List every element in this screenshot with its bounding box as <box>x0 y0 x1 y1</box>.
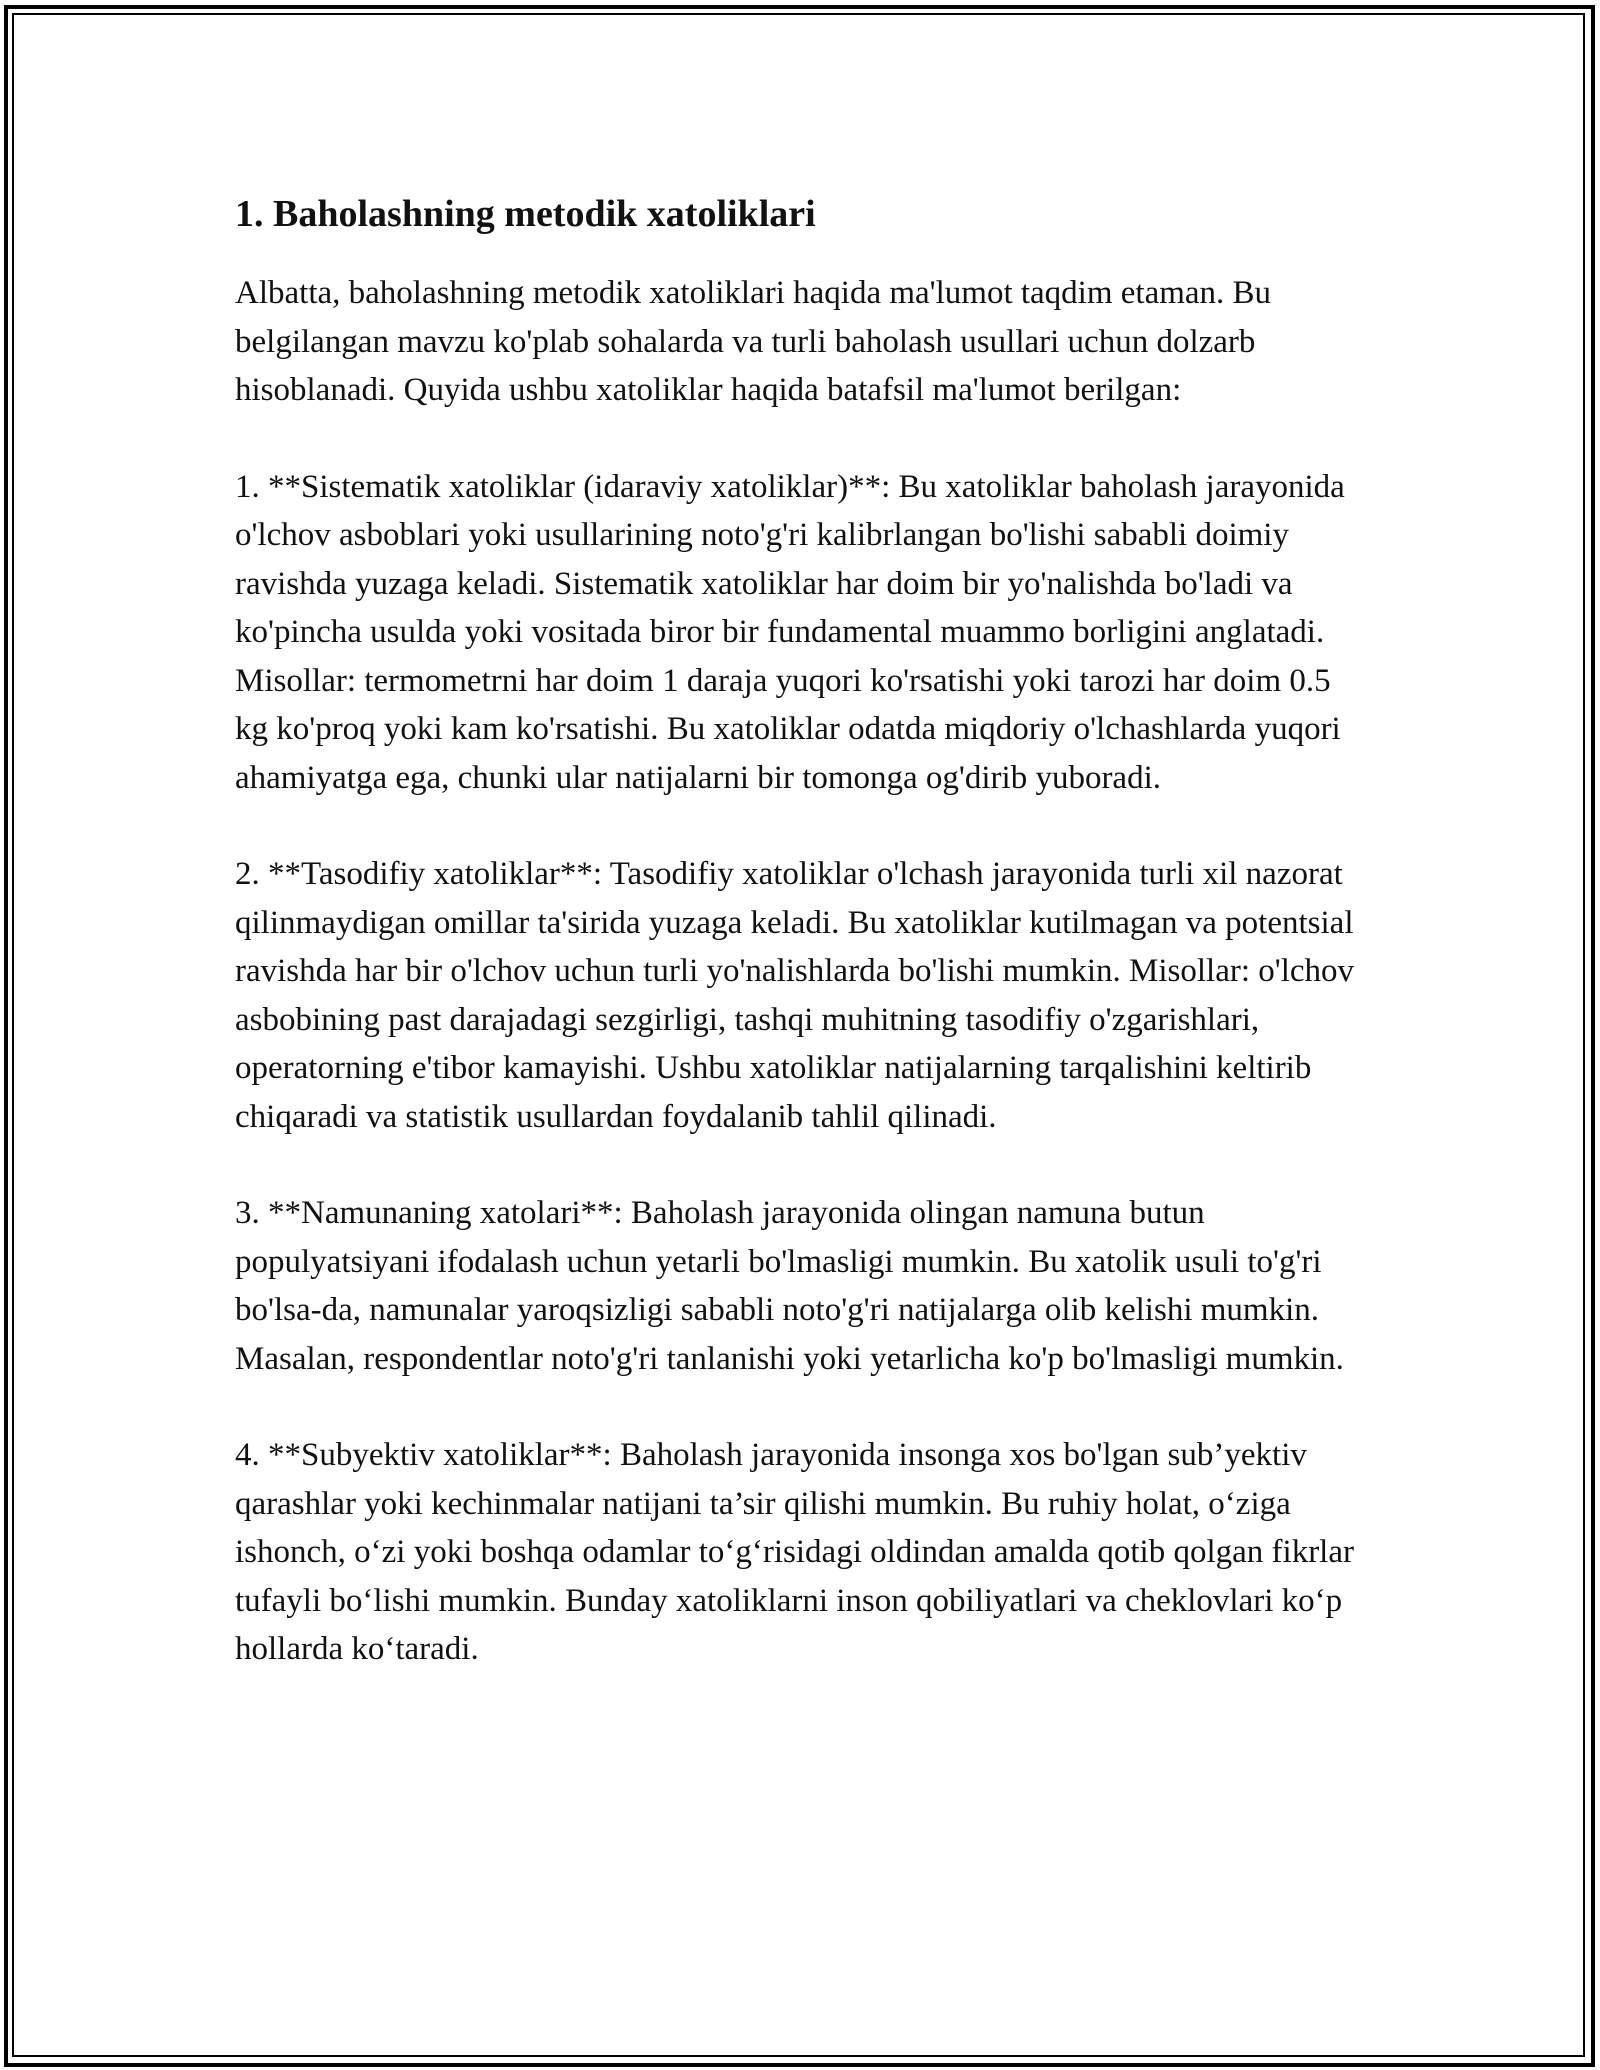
intro-paragraph: Albatta, baholashning metodik xatoliklari haqida ma'lumot taqdim etaman. Bu belgilangan mavzu ko'plab sohalarda va turli baholash usullari uchun dolzarb hisoblanadi. Quyida ushbu xatoliklar haqida batafsil ma'lumot berilgan: <box>235 275 1272 408</box>
paragraph-subjective-errors: 4. **Subyektiv xatoliklar**: Baholash jarayonida insonga xos bo'lgan sub’yektiv qarashlar yoki kechinmalar natijani ta’sir qilishi mumkin. Bu ruhiy holat, o‘ziga ishonch, o‘zi yoki boshqa odamlar to‘g‘risidagi oldindan amalda qotib qolgan fikrlar tufayli bo‘lishi mumkin. Bunday xatoliklarni inson qobiliyatlari va cheklovlari ko‘p hollarda ko‘taradi. <box>235 1437 1354 1667</box>
document-title: 1. Baholashning metodik xatoliklari <box>235 193 816 235</box>
paragraph-sampling-errors: 3. **Namunaning xatolari**: Baholash jarayonida olingan namuna butun populyatsiyani ifodalash uchun yetarli bo'lmasligi mumkin. Bu xatolik usuli to'g'ri bo'lsa-da, namunalar yaroqsizligi sababli noto'g'ri natijalarga olib kelishi mumkin. Masalan, respondentlar noto'g'ri tanlanishi yoki yetarlicha ko'p bo'lmasligi mumkin. <box>235 1195 1344 1377</box>
paragraph-random-errors: 2. **Tasodifiy xatoliklar**: Tasodifiy xatoliklar o'lchash jarayonida turli xil nazorat qilinmaydigan omillar ta'sirida yuzaga keladi. Bu xatoliklar kutilmagan va potentsial ravishda har bir o'lchov uchun turli yo'nalishlarda bo'lishi mumkin. Misollar: o'lchov asbobining past darajadagi sezgirligi, tashqi muhitning tasodifiy o'zgarishlari, operatorning e'tibor kamayishi. Ushbu xatoliklar natijalarning tarqalishini keltirib chiqaradi va statistik usullardan foydalanib tahlil qilinadi. <box>235 856 1355 1135</box>
document-body <box>235 186 1365 1722</box>
paragraph-systematic-errors: 1. **Sistematik xatoliklar (idaraviy xatoliklar)**: Bu xatoliklar baholash jarayonida o'lchov asboblari yoki usullarining noto'g'ri kalibrlangan bo'lishi sababli doimiy ravishda yuzaga keladi. Sistematik xatoliklar har doim bir yo'nalishda bo'ladi va ko'pincha usulda yoki vositada biror bir fundamental muammo borligini anglatadi. Misollar: termometrni har doim 1 daraja yuqori ko'rsatishi yoki tarozi har doim 0.5 kg ko'proq yoki kam ko'rsatishi. Bu xatoliklar odatda miqdoriy o'lchashlarda yuqori ahamiyatga ega, chunki ular natijalarni bir tomonga og'dirib yuboradi. <box>235 468 1345 796</box>
